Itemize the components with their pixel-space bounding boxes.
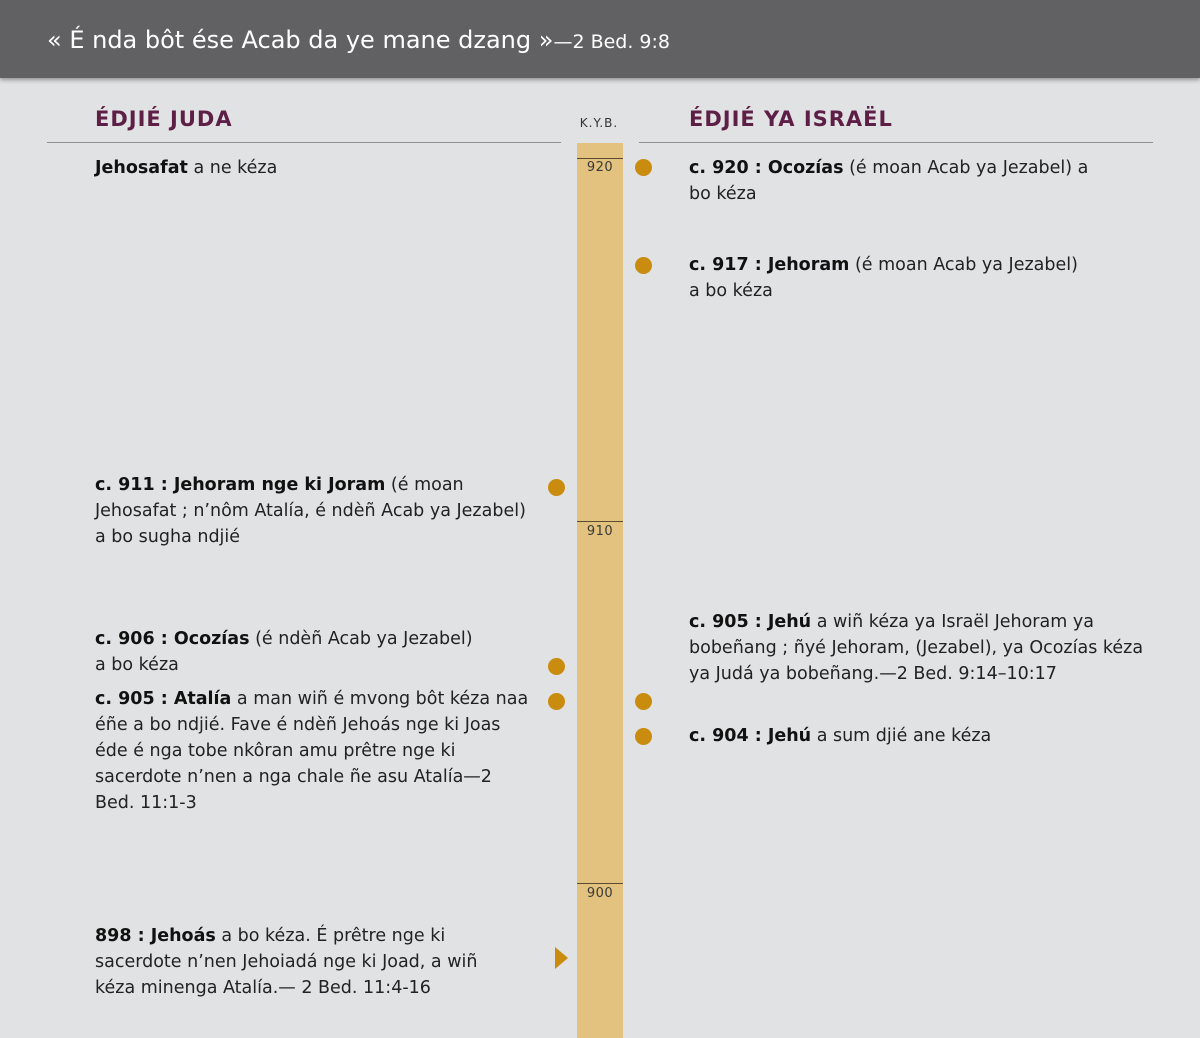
israel-event-jehu-904 (689, 723, 1169, 749)
event-text: a bo kéza. É prêtre nge ki sacerdote n’nen Jehoiadá nge ki Joad, a wiñ kéza minenga Atalía.— 2 Bed. 11:4-16 (95, 926, 478, 998)
event-title: c. 906 : Ocozías (95, 629, 250, 649)
tick-910-label: 910 (586, 524, 614, 539)
tick-920-line (577, 158, 623, 159)
tick-900-line (577, 883, 623, 884)
event-title: c. 911 : Jehoram nge ki Joram (95, 475, 386, 495)
event-text: a ne kéza (187, 158, 278, 178)
event-text: a man wiñ é mvong bôt kéza naa éñe a bo ndjié. Fave é ndèñ Jehoás nge ki Joas éde é nga tobe nkôran amu prêtre nge ki sacerdote n’nen a nga chale ñe asu Atalía—2 Bed. 11:1-3 (95, 689, 529, 813)
page-header (0, 0, 1200, 78)
judah-heading: ÉDJIÉ JUDA (95, 107, 233, 131)
event-text: a sum djié ane kéza (811, 726, 992, 746)
judah-heading-rule (47, 142, 561, 143)
timeline-bar (577, 143, 623, 1038)
marker-dot-jehu-905 (635, 693, 652, 710)
event-title: c. 917 : Jehoram (689, 255, 850, 275)
event-title: c. 904 : Jehú (689, 726, 812, 746)
marker-dot-ocozias-israel (635, 159, 652, 176)
timeline-era-label: K.Y.B. (579, 116, 619, 130)
event-title: 898 : Jehoás (95, 926, 216, 946)
event-text: (é ndèñ Acab ya Jezabel) a bo kéza (95, 629, 473, 675)
marker-dot-jehoram-israel (635, 257, 652, 274)
title-quote: « É nda bôt ése Acab da ye mane dzang » (47, 26, 554, 54)
event-text: a wiñ kéza ya Israël Jehoram ya bobeñang ; ñyé Jehoram, (Jezabel), ya Ocozías kéza ya Judá ya bobeñang.—2 Bed. 9:14–10:17 (689, 612, 1144, 684)
israel-heading-rule (639, 142, 1153, 143)
judah-event-jehosafat (95, 155, 535, 181)
israel-event-jehoram (689, 252, 1089, 304)
page-title (47, 26, 670, 54)
israel-heading: ÉDJIÉ YA ISRAËL (689, 107, 893, 131)
title-reference: —2 Bed. 9:8 (553, 31, 671, 53)
judah-event-atalia (95, 686, 535, 816)
judah-event-jehoram (95, 472, 535, 550)
israel-event-ocozias (689, 155, 1089, 207)
israel-event-jehu-905 (689, 609, 1169, 687)
marker-dot-atalia (548, 693, 565, 710)
tick-900-label: 900 (586, 886, 614, 901)
event-text: (é moan Acab ya Jezabel) a bo kéza (689, 255, 1078, 301)
judah-event-jehoas (95, 923, 515, 1001)
event-title: c. 920 : Ocozías (689, 158, 844, 178)
tick-910-line (577, 521, 623, 522)
tick-920-label: 920 (586, 160, 614, 175)
marker-dot-jehu-904 (635, 728, 652, 745)
event-text: (é moan Jehosafat ; n’nôm Atalía, é ndèñ Acab ya Jezabel) a bo sugha ndjié (95, 475, 526, 547)
marker-arrow-jehoas (555, 947, 568, 969)
marker-dot-ocozias-judah (548, 658, 565, 675)
judah-event-ocozias (95, 626, 485, 678)
marker-dot-jehoram-judah (548, 479, 565, 496)
event-title: c. 905 : Atalía (95, 689, 232, 709)
event-title: Jehosafat (95, 158, 188, 178)
event-title: c. 905 : Jehú (689, 612, 812, 632)
event-text: (é moan Acab ya Jezabel) a bo kéza (689, 158, 1089, 204)
